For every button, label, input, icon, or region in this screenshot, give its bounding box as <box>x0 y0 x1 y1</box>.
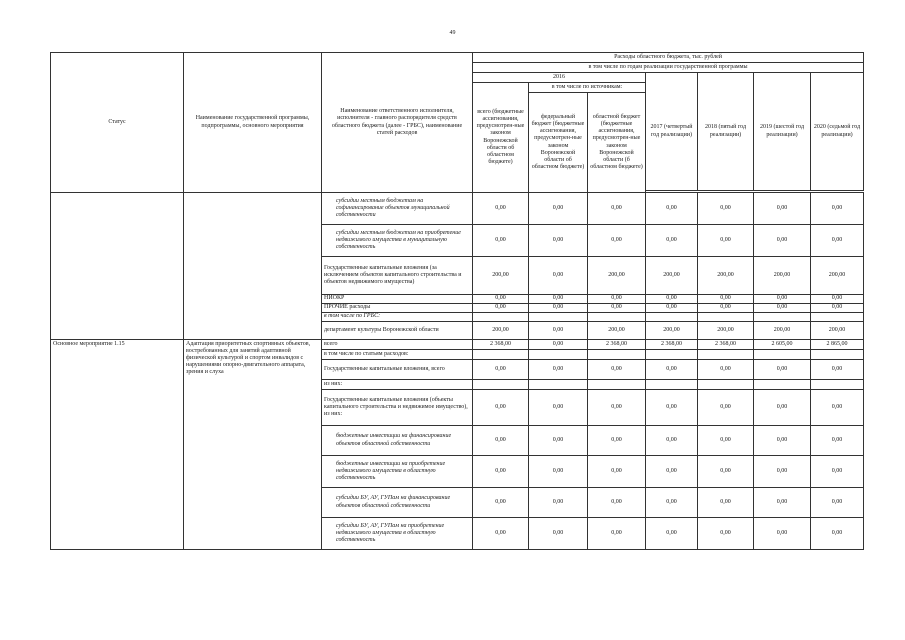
value-cell <box>754 350 811 360</box>
value-cell <box>529 313 588 322</box>
name-cell-continued <box>184 193 322 340</box>
value-cell <box>754 313 811 322</box>
row-label: бюджетные инвестиции на приобретение недвижимого имущества в областную собственность <box>322 456 473 488</box>
value-cell: 0,00 <box>754 488 811 518</box>
value-cell: 0,00 <box>698 304 754 313</box>
value-cell: 200,00 <box>754 322 811 340</box>
value-cell <box>646 313 698 322</box>
value-cell: 0,00 <box>698 193 754 225</box>
value-cell: 200,00 <box>473 257 529 295</box>
status-cell: Основное мероприятие 1.15 <box>51 340 184 550</box>
header-2019: 2019 (шестой год реализации) <box>754 73 811 191</box>
value-cell: 0,00 <box>588 193 646 225</box>
row-label: в том числе по статьям расходов: <box>322 350 473 360</box>
value-cell: 0,00 <box>529 456 588 488</box>
value-cell: 0,00 <box>754 193 811 225</box>
value-cell: 0,00 <box>588 456 646 488</box>
value-cell: 0,00 <box>698 360 754 380</box>
value-cell: 0,00 <box>754 295 811 304</box>
value-cell: 0,00 <box>588 488 646 518</box>
value-cell: 0,00 <box>811 360 864 380</box>
value-cell <box>473 380 529 390</box>
value-cell: 0,00 <box>811 518 864 550</box>
value-cell: 0,00 <box>646 456 698 488</box>
value-cell: 0,00 <box>811 193 864 225</box>
row-label: субсидии БУ, АУ, ГУПам на финансирование объектов областной собственности <box>322 488 473 518</box>
value-cell <box>646 380 698 390</box>
value-cell <box>529 350 588 360</box>
value-cell <box>588 350 646 360</box>
value-cell: 200,00 <box>588 322 646 340</box>
value-cell: 0,00 <box>811 426 864 456</box>
header-2018: 2018 (пятый год реализации) <box>698 73 754 191</box>
value-cell: 0,00 <box>529 322 588 340</box>
row-label: Государственные капитальные вложения, всего <box>322 360 473 380</box>
value-cell <box>698 313 754 322</box>
value-cell: 0,00 <box>754 225 811 257</box>
value-cell: 0,00 <box>646 426 698 456</box>
value-cell: 0,00 <box>529 390 588 426</box>
value-cell: 200,00 <box>811 257 864 295</box>
header-executor: Наименование ответственного исполнителя, исполнителя - главного распорядителя средств областного бюджета (далее - ГРБС), наименование статей расходов <box>322 53 473 193</box>
value-cell: 0,00 <box>473 488 529 518</box>
value-cell: 0,00 <box>646 193 698 225</box>
value-cell: 0,00 <box>473 426 529 456</box>
page-number: 49 <box>449 30 456 36</box>
value-cell <box>588 380 646 390</box>
value-cell: 0,00 <box>473 456 529 488</box>
header-federal: федеральный бюджет (бюджетные ассигнования, предусмотрен-ные законом Воронежской области об областном бюджете) <box>529 93 588 193</box>
value-cell: 2 368,00 <box>588 340 646 350</box>
value-cell: 0,00 <box>698 488 754 518</box>
value-cell: 0,00 <box>473 360 529 380</box>
value-cell: 0,00 <box>698 426 754 456</box>
row-label: субсидии БУ, АУ, ГУПам на приобретение недвижимого имущества в областную собственность <box>322 518 473 550</box>
value-cell: 0,00 <box>646 488 698 518</box>
value-cell: 0,00 <box>698 456 754 488</box>
table-row <box>51 340 864 350</box>
value-cell: 0,00 <box>646 360 698 380</box>
header-year-2016: 2016 <box>473 73 646 83</box>
row-label: ПРОЧИЕ расходы <box>322 304 473 313</box>
value-cell: 0,00 <box>529 518 588 550</box>
value-cell: 0,00 <box>698 390 754 426</box>
value-cell: 0,00 <box>811 225 864 257</box>
value-cell: 2 865,00 <box>811 340 864 350</box>
row-label: департамент культуры Воронежской области <box>322 322 473 340</box>
value-cell: 0,00 <box>811 390 864 426</box>
value-cell: 0,00 <box>646 295 698 304</box>
value-cell <box>646 350 698 360</box>
value-cell: 0,00 <box>529 257 588 295</box>
value-cell: 0,00 <box>473 518 529 550</box>
value-cell <box>698 380 754 390</box>
value-cell: 0,00 <box>588 518 646 550</box>
value-cell: 2 368,00 <box>646 340 698 350</box>
value-cell: 200,00 <box>646 257 698 295</box>
value-cell: 0,00 <box>473 304 529 313</box>
value-cell: 0,00 <box>698 225 754 257</box>
header-budget-title: Расходы областного бюджета, тыс. рублей <box>473 53 864 63</box>
value-cell: 0,00 <box>811 456 864 488</box>
value-cell: 0,00 <box>529 488 588 518</box>
value-cell: 0,00 <box>646 390 698 426</box>
value-cell: 0,00 <box>473 295 529 304</box>
value-cell: 200,00 <box>473 322 529 340</box>
value-cell: 0,00 <box>698 518 754 550</box>
value-cell: 0,00 <box>646 304 698 313</box>
value-cell <box>811 380 864 390</box>
value-cell: 0,00 <box>473 390 529 426</box>
header-total: всего (бюджетные ассигнования, предусмотрен-ные законом Воронежской области об областном бюджете) <box>473 83 529 193</box>
value-cell: 0,00 <box>529 193 588 225</box>
budget-table <box>50 52 864 550</box>
header-regional: областной бюджет (бюджетные ассигнования, предусмотрен-ные законом Воронежской области (б областном бюджете) <box>588 93 646 193</box>
value-cell: 0,00 <box>473 193 529 225</box>
row-label: всего <box>322 340 473 350</box>
value-cell: 0,00 <box>529 340 588 350</box>
header-2020: 2020 (седьмой год реализации) <box>811 73 864 191</box>
row-label: бюджетные инвестиции на финансирование объектов областной собственности <box>322 426 473 456</box>
value-cell <box>588 313 646 322</box>
table-row <box>51 193 864 225</box>
value-cell: 0,00 <box>754 426 811 456</box>
value-cell <box>811 350 864 360</box>
value-cell: 0,00 <box>646 518 698 550</box>
value-cell: 0,00 <box>811 488 864 518</box>
value-cell: 0,00 <box>646 225 698 257</box>
value-cell: 0,00 <box>754 360 811 380</box>
header-by-years: в том числе по годам реализации государственной программы <box>473 63 864 73</box>
value-cell: 0,00 <box>529 360 588 380</box>
value-cell: 200,00 <box>698 322 754 340</box>
value-cell <box>473 350 529 360</box>
row-label: субсидии местным бюджетам на софинансирование объектов муниципальной собственности <box>322 193 473 225</box>
header-2017: 2017 (четвертый год реализации) <box>646 73 698 191</box>
value-cell <box>811 313 864 322</box>
value-cell: 0,00 <box>529 225 588 257</box>
value-cell: 200,00 <box>811 322 864 340</box>
value-cell: 0,00 <box>529 426 588 456</box>
header-program-name: Наименование государственной программы, подпрограммы, основного мероприятия <box>184 53 322 193</box>
row-label: Государственные капитальные вложения (объекты капитального строительства и недвижимое имущество), из них: <box>322 390 473 426</box>
value-cell: 0,00 <box>754 390 811 426</box>
row-label: Государственные капитальные вложения (за исключением объектов капитального строительства и объектов недвижимого имущества) <box>322 257 473 295</box>
value-cell: 200,00 <box>754 257 811 295</box>
value-cell: 2 368,00 <box>698 340 754 350</box>
measure-name: Адаптация приоритетных спортивных объектов, востребованных для занятий адаптивной физической культурой и спортом инвалидов с нарушениями опорно-двигательного аппарата, зрения и слуха <box>184 340 322 550</box>
value-cell <box>473 313 529 322</box>
value-cell: 0,00 <box>529 295 588 304</box>
row-label: субсидии местным бюджетам на приобретение недвижимого имущества в муниципальную собственность <box>322 225 473 257</box>
value-cell: 0,00 <box>754 518 811 550</box>
header-status: Статус <box>51 53 184 193</box>
value-cell: 0,00 <box>588 225 646 257</box>
value-cell: 0,00 <box>588 360 646 380</box>
value-cell: 0,00 <box>588 390 646 426</box>
value-cell: 0,00 <box>588 295 646 304</box>
value-cell: 2 605,00 <box>754 340 811 350</box>
row-label: НИОКР <box>322 295 473 304</box>
value-cell: 200,00 <box>698 257 754 295</box>
value-cell: 0,00 <box>473 225 529 257</box>
value-cell: 0,00 <box>698 295 754 304</box>
value-cell: 0,00 <box>529 304 588 313</box>
value-cell <box>754 380 811 390</box>
row-label: из них: <box>322 380 473 390</box>
value-cell: 0,00 <box>588 426 646 456</box>
status-cell-continued <box>51 193 184 340</box>
value-cell <box>529 380 588 390</box>
value-cell: 0,00 <box>811 295 864 304</box>
value-cell: 0,00 <box>754 456 811 488</box>
value-cell: 0,00 <box>754 304 811 313</box>
value-cell <box>698 350 754 360</box>
row-label: в том числе по ГРБС: <box>322 313 473 322</box>
value-cell: 0,00 <box>588 304 646 313</box>
value-cell: 0,00 <box>811 304 864 313</box>
value-cell: 200,00 <box>588 257 646 295</box>
value-cell: 200,00 <box>646 322 698 340</box>
header-incl-sources: в том числе по источникам: <box>529 83 646 93</box>
value-cell: 2 368,00 <box>473 340 529 350</box>
